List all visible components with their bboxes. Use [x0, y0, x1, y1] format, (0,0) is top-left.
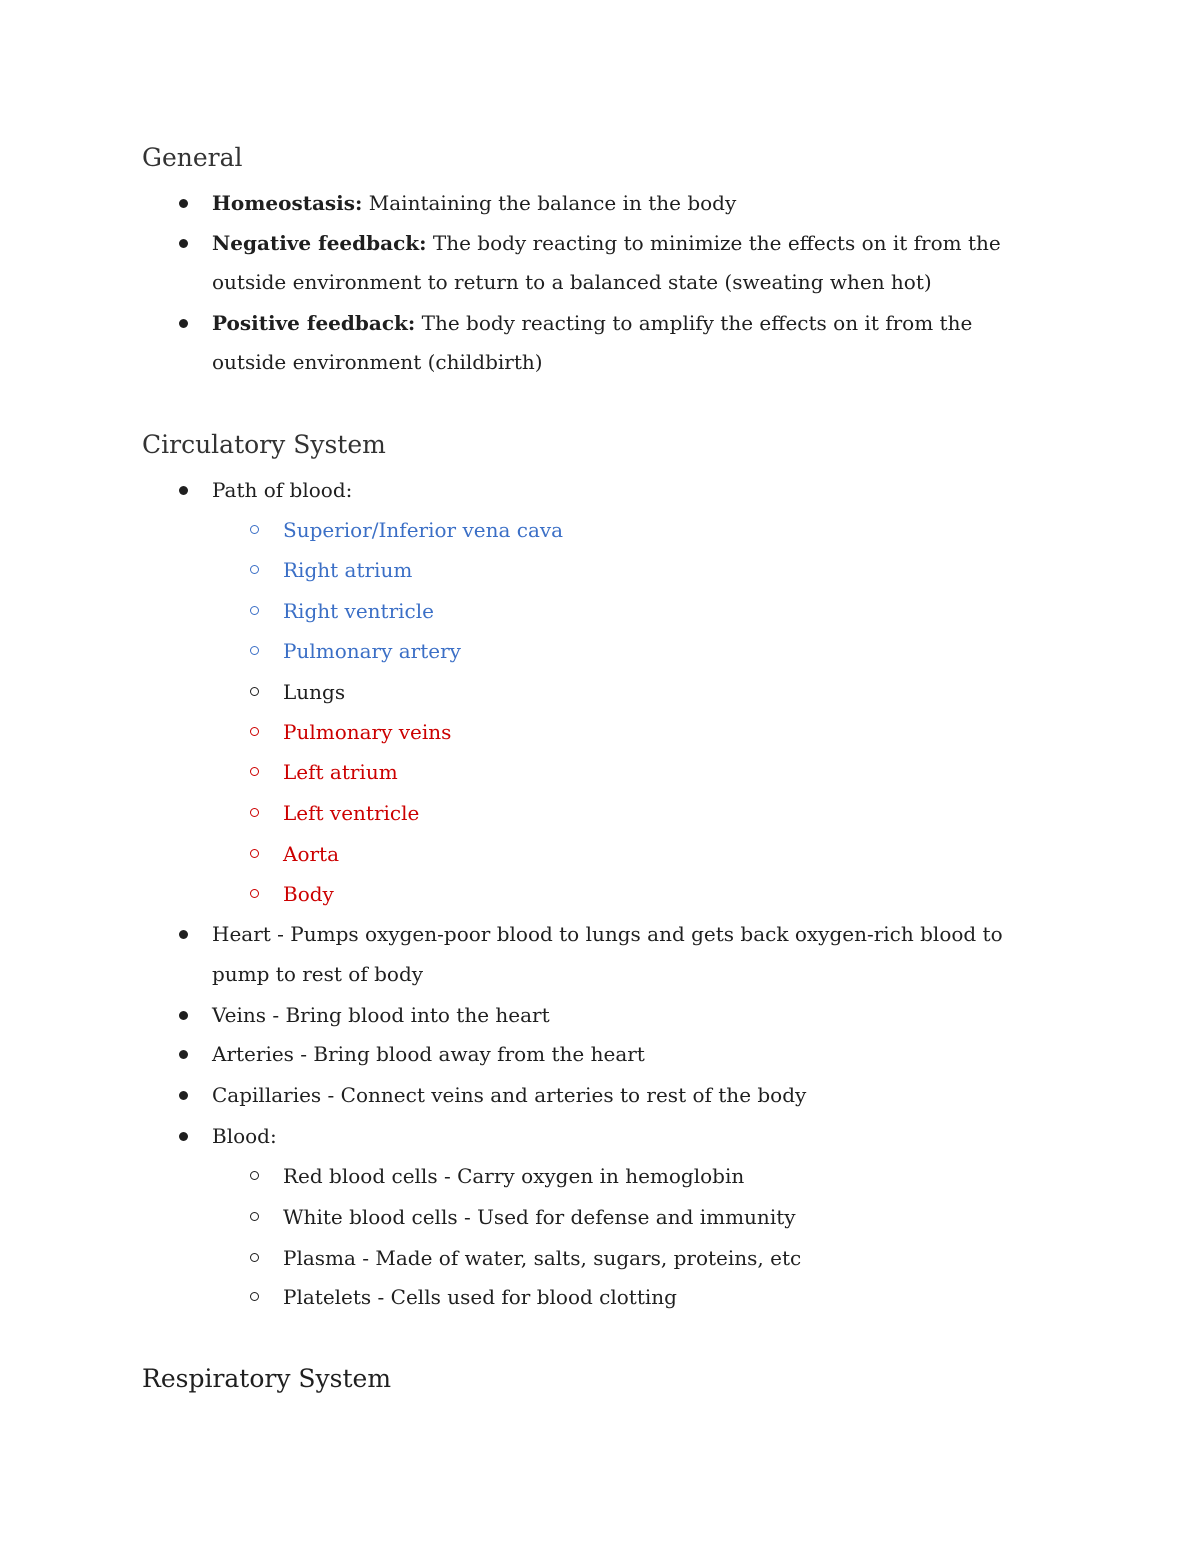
- hollow-bullet-icon: [250, 767, 259, 776]
- blood-component: Red blood cells - Carry oxygen in hemoglobin: [283, 1164, 745, 1188]
- blood-component: White blood cells - Used for defense and immunity: [283, 1205, 796, 1229]
- blood-component: Platelets - Cells used for blood clotting: [283, 1285, 677, 1309]
- hollow-bullet-icon: [250, 646, 259, 655]
- list-item: Heart - Pumps oxygen-poor blood to lungs and gets back oxygen-rich blood to: [212, 922, 1003, 946]
- list-item: Capillaries - Connect veins and arteries to rest of the body: [212, 1083, 807, 1107]
- term-definition: The body reacting to minimize the effects on it from the: [426, 231, 1001, 255]
- hollow-bullet-icon: [250, 525, 259, 534]
- bullet-icon: [179, 239, 188, 248]
- path-step: Left ventricle: [283, 801, 420, 825]
- hollow-bullet-icon: [250, 1292, 259, 1301]
- hollow-bullet-icon: [250, 1171, 259, 1180]
- list-item: [212, 193, 736, 213]
- hollow-bullet-icon: [250, 606, 259, 615]
- path-step: Superior/Inferior vena cava: [283, 518, 564, 542]
- bullet-icon: [179, 930, 188, 939]
- list-item-continuation: outside environment (childbirth): [212, 350, 543, 374]
- path-step: Lungs: [283, 680, 346, 704]
- section-title-respiratory: Respiratory System: [142, 1364, 392, 1393]
- section-title-circulatory: Circulatory System: [142, 430, 386, 459]
- list-item: [212, 313, 972, 333]
- hollow-bullet-icon: [250, 727, 259, 736]
- bullet-icon: [179, 1011, 188, 1020]
- term-label: Positive feedback:: [212, 311, 416, 335]
- term-definition: Maintaining the balance in the body: [362, 191, 737, 215]
- hollow-bullet-icon: [250, 889, 259, 898]
- list-item: [212, 233, 1001, 253]
- term-definition: The body reacting to amplify the effects on it from the: [415, 311, 973, 335]
- bullet-icon: [179, 1091, 188, 1100]
- blood-label: Blood:: [212, 1124, 277, 1148]
- term-label: Negative feedback:: [212, 231, 427, 255]
- list-item: Arteries - Bring blood away from the heart: [212, 1042, 645, 1066]
- bullet-icon: [179, 319, 188, 328]
- list-item-continuation: outside environment to return to a balanced state (sweating when hot): [212, 270, 932, 294]
- hollow-bullet-icon: [250, 849, 259, 858]
- bullet-icon: [179, 199, 188, 208]
- section-title-general: General: [142, 143, 243, 172]
- hollow-bullet-icon: [250, 1212, 259, 1221]
- hollow-bullet-icon: [250, 687, 259, 696]
- path-step: Pulmonary veins: [283, 720, 452, 744]
- path-step: Pulmonary artery: [283, 639, 461, 663]
- path-step: Right atrium: [283, 558, 413, 582]
- list-item-continuation: pump to rest of body: [212, 962, 424, 986]
- hollow-bullet-icon: [250, 565, 259, 574]
- list-item: Veins - Bring blood into the heart: [212, 1003, 550, 1027]
- bullet-icon: [179, 1132, 188, 1141]
- path-step: Left atrium: [283, 760, 398, 784]
- bullet-icon: [179, 1050, 188, 1059]
- path-step: Body: [283, 882, 334, 906]
- path-of-blood-label: Path of blood:: [212, 478, 353, 502]
- hollow-bullet-icon: [250, 808, 259, 817]
- path-step: Right ventricle: [283, 599, 434, 623]
- bullet-icon: [179, 486, 188, 495]
- blood-component: Plasma - Made of water, salts, sugars, proteins, etc: [283, 1246, 802, 1270]
- path-step: Aorta: [283, 842, 340, 866]
- hollow-bullet-icon: [250, 1253, 259, 1262]
- term-label: Homeostasis:: [212, 191, 363, 215]
